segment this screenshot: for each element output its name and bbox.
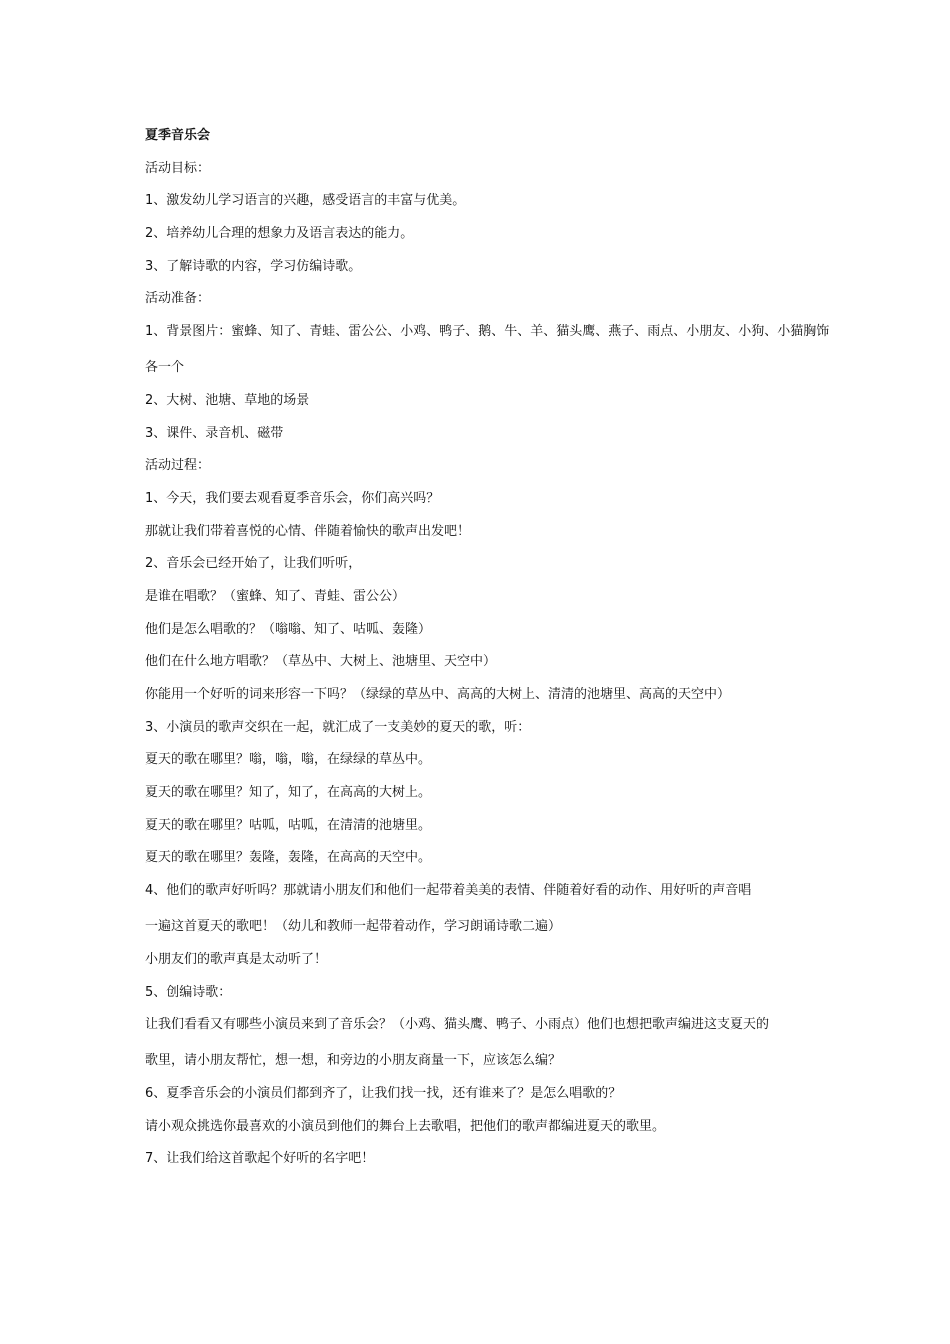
- paragraph: 1、今天，我们要去观看夏季音乐会，你们高兴吗？: [145, 490, 440, 506]
- paragraph: 4、他们的歌声好听吗？那就请小朋友们和他们一起带着美美的表情、伴随着好看的动作、用好听的声音唱: [145, 883, 752, 899]
- section-heading-goals: 活动目标：: [145, 160, 211, 176]
- section-heading-process: 活动过程：: [145, 458, 211, 474]
- paragraph-continued: 各一个: [145, 360, 185, 376]
- poem-line: 夏天的歌在哪里？知了，知了，在高高的大树上。: [145, 785, 432, 801]
- paragraph: 3、课件、录音机、磁带: [145, 425, 284, 441]
- poem-line: 夏天的歌在哪里？轰隆，轰隆，在高高的天空中。: [145, 850, 432, 866]
- paragraph: 3、了解诗歌的内容，学习仿编诗歌。: [145, 258, 362, 274]
- paragraph: 让我们看看又有哪些小演员来到了音乐会？（小鸡、猫头鹰、鸭子、小雨点）他们也想把歌声编进这支夏天的: [145, 1017, 770, 1033]
- paragraph: 他们在什么地方唱歌？（草丛中、大树上、池塘里、天空中）: [145, 654, 497, 670]
- document-body: [145, 126, 830, 1182]
- paragraph: 1、激发幼儿学习语言的兴趣，感受语言的丰富与优美。: [145, 193, 466, 209]
- section-heading-preparation: 活动准备：: [145, 291, 211, 307]
- paragraph-continued: 一遍这首夏天的歌吧！（幼儿和教师一起带着动作，学习朗诵诗歌二遍）: [145, 919, 562, 935]
- paragraph: 小朋友们的歌声真是太动听了！: [145, 951, 328, 967]
- paragraph-continued: 歌里，请小朋友帮忙，想一想，和旁边的小朋友商量一下，应该怎么编？: [145, 1053, 562, 1069]
- document-title: 夏季音乐会: [145, 128, 211, 143]
- paragraph: 2、音乐会已经开始了，让我们听听，: [145, 556, 362, 572]
- paragraph: 3、小演员的歌声交织在一起，就汇成了一支美妙的夏天的歌，听：: [145, 719, 531, 735]
- paragraph: 是谁在唱歌？（蜜蜂、知了、青蛙、雷公公）: [145, 588, 406, 604]
- paragraph: 2、培养幼儿合理的想象力及语言表达的能力。: [145, 226, 414, 242]
- poem-line: 夏天的歌在哪里？嗡，嗡，嗡，在绿绿的草丛中。: [145, 752, 432, 768]
- poem-line: 夏天的歌在哪里？咕呱，咕呱，在清清的池塘里。: [145, 817, 432, 833]
- paragraph: 6、夏季音乐会的小演员们都到齐了，让我们找一找，还有谁来了？是怎么唱歌的？: [145, 1085, 622, 1101]
- paragraph: 请小观众挑选你最喜欢的小演员到他们的舞台上去歌唱，把他们的歌声都编进夏天的歌里。: [145, 1118, 666, 1134]
- paragraph: 2、大树、池塘、草地的场景: [145, 392, 310, 408]
- paragraph: 1、背景图片：蜜蜂、知了、青蛙、雷公公、小鸡、鸭子、鹅、牛、羊、猫头鹰、燕子、雨点、小朋友、小狗、小猫胸饰: [145, 324, 830, 340]
- paragraph: 7、让我们给这首歌起个好听的名字吧！: [145, 1151, 375, 1167]
- paragraph: 他们是怎么唱歌的？（嗡嗡、知了、咕呱、轰隆）: [145, 621, 432, 637]
- paragraph: 5、创编诗歌：: [145, 984, 232, 1000]
- paragraph: 你能用一个好听的词来形容一下吗？（绿绿的草丛中、高高的大树上、清清的池塘里、高高的天空中）: [145, 687, 731, 702]
- paragraph: 那就让我们带着喜悦的心情、伴随着愉快的歌声出发吧！: [145, 523, 471, 539]
